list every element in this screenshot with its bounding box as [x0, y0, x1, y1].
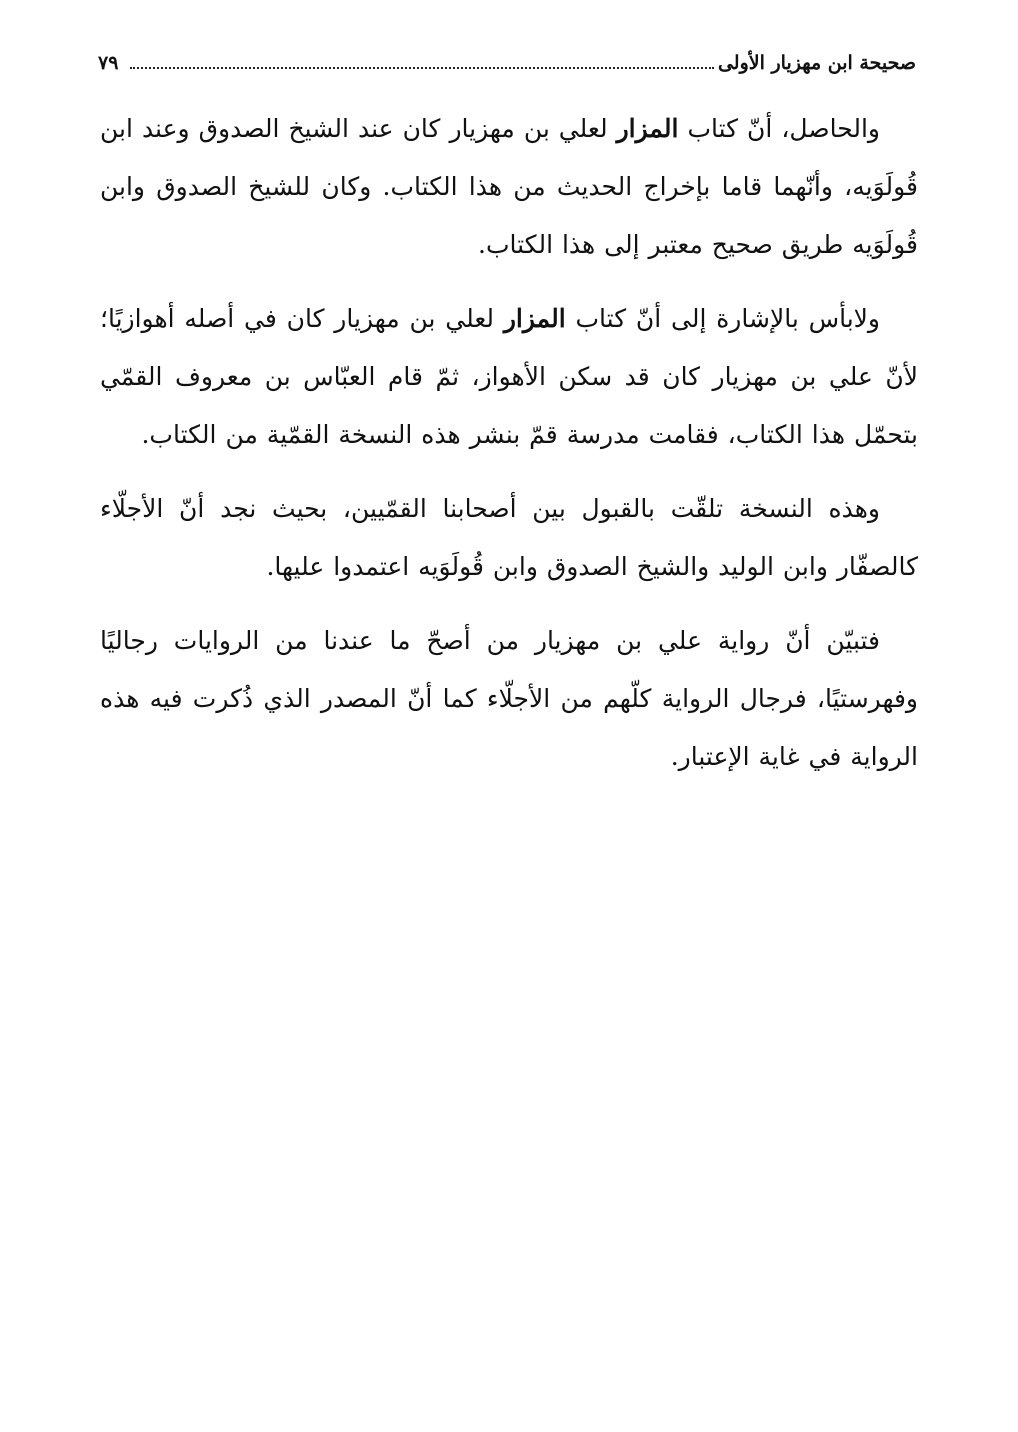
paragraph-1-book-title: المزار: [616, 114, 679, 143]
body-text: [100, 100, 918, 802]
paragraph-1: [100, 100, 918, 274]
dotted-leader: [130, 67, 714, 69]
paragraph-2-text-end: لعلي بن مهزيار كان في أصله أهوازيًا؛ لأنّ علي بن مهزيار كان قد سكن الأهواز، ثمّ قام العبّاس بن معروف القمّي بتحمّل هذا الكتاب، فقامت مدرسة قمّ بنشر هذه النسخة القمّية من الكتاب.: [100, 304, 918, 449]
running-title: صحيحة ابن مهزيار الأولى: [717, 52, 916, 74]
running-header: [98, 46, 916, 80]
paragraph-2-book-title: المزار: [503, 304, 566, 333]
paragraph-4: فتبيّن أنّ رواية علي بن مهزيار من أصحّ ما عندنا من الروايات رجاليًا وفهرستيًا، فرجال الرواية كلّهم من الأجلّاء كما أنّ المصدر الذي ذُكرت فيه هذه الرواية في غاية الإعتبار.: [100, 626, 918, 771]
page-number: ٧٩: [98, 52, 119, 74]
paragraph-1-text-end: لعلي بن مهزيار كان عند الشيخ الصدوق وعند ابن قُولَوَيه، وأنّهما قاما بإخراج الحديث من هذا الكتاب. وكان للشيخ الصدوق وابن قُولَوَيه طريق صحيح معتبر إلى هذا الكتاب.: [100, 114, 918, 259]
paragraph-2-text-start: ولابأس بالإشارة إلى أنّ كتاب: [565, 304, 881, 333]
paragraph-3: وهذه النسخة تلقّت بالقبول بين أصحابنا القمّيين، بحيث نجد أنّ الأجلّاء كالصفّار وابن الوليد والشيخ الصدوق وابن قُولَوَيه اعتمدوا عليها.: [100, 494, 918, 581]
paragraph-1-text-start: والحاصل، أنّ كتاب: [678, 114, 880, 143]
paragraph-2: [100, 290, 918, 464]
